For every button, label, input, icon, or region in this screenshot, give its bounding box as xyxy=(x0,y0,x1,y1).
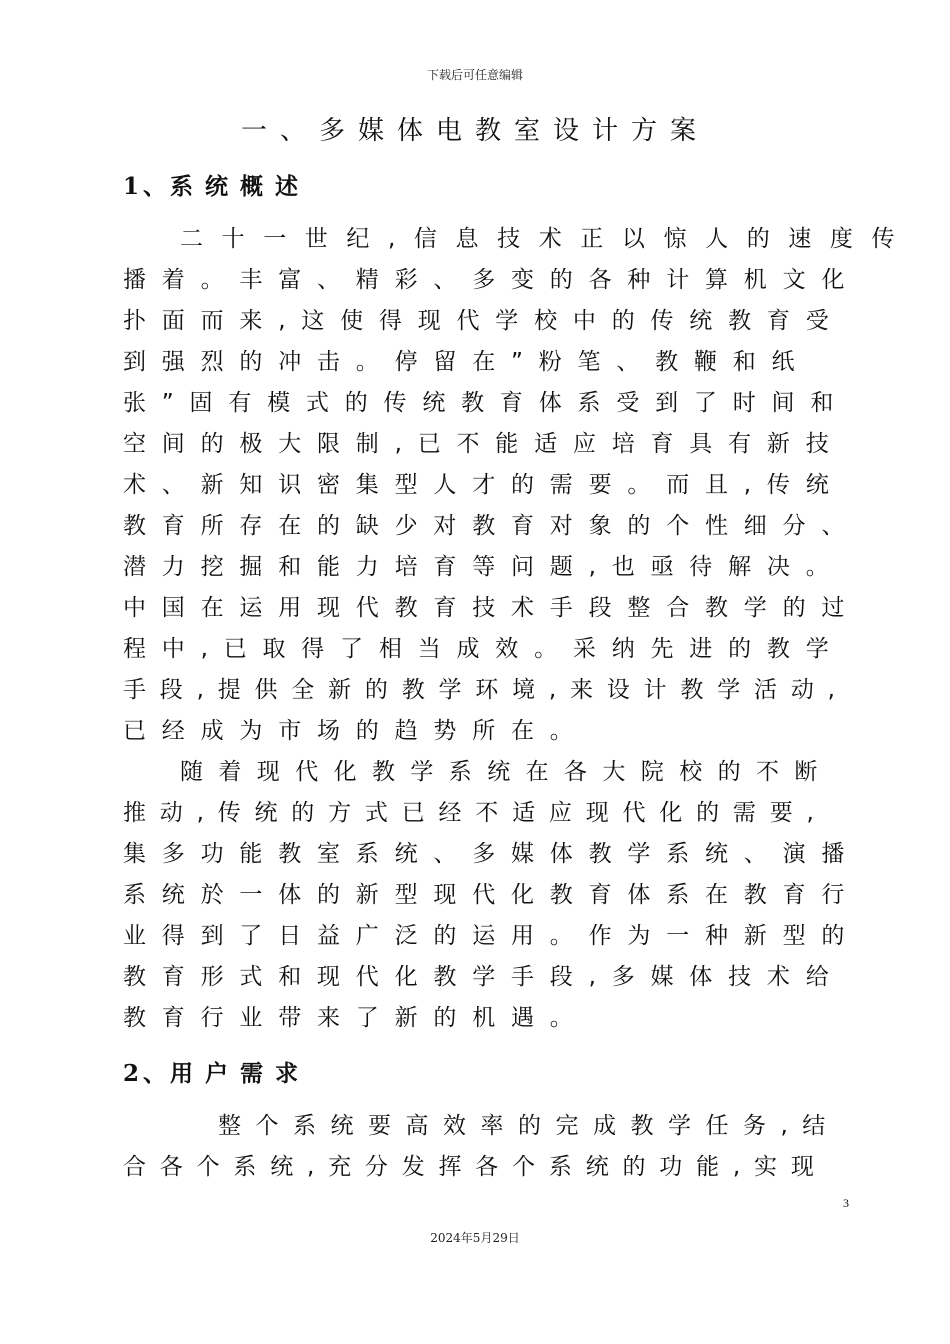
paragraph-line: 业得到了日益广泛的运用。作为一种新型的 xyxy=(123,923,861,949)
paragraph-line: 随着现代化教学系统在各大院校的不断 xyxy=(180,759,833,785)
section-number: 2、 xyxy=(123,1060,171,1087)
paragraph-line: 已经成为市场的趋势所在。 xyxy=(123,718,589,744)
paragraph-line: 教育形式和现代化教学手段,多媒体技术给 xyxy=(123,964,845,990)
paragraph-line: 术、新知识密集型人才的需要。而且,传统 xyxy=(123,472,845,498)
document-title: 一、多媒体电教室设计方案 xyxy=(240,116,709,146)
paragraph-line: 推动,传统的方式已经不适应现代化的需要, xyxy=(123,800,828,826)
paragraph-line: 潜力挖掘和能力培育等问题,也亟待解决。 xyxy=(123,554,845,580)
page-header: 下载后可任意编辑 xyxy=(426,68,523,82)
page-footer-date: 2024年5月29日 xyxy=(430,1231,520,1245)
section-heading-user-needs xyxy=(123,1055,310,1088)
paragraph-line: 教育所存在的缺少对教育对象的个性细分、 xyxy=(123,513,861,539)
paragraph-line: 播着。丰富、精彩、多变的各种计算机文化 xyxy=(123,267,861,293)
section-number: 1、 xyxy=(123,173,171,200)
page-number: 3 xyxy=(843,1196,849,1210)
paragraph-line: 张”固有模式的传统教育体系受到了时间和 xyxy=(123,390,850,416)
paragraph-line: 整个系统要高效率的完成教学任务,结 xyxy=(218,1113,840,1139)
paragraph-line: 到强烈的冲击。停留在”粉笔、教鞭和纸 xyxy=(123,349,811,375)
paragraph-line: 二十一世纪,信息技术正以惊人的速度传 xyxy=(180,226,914,252)
section-title: 系统概述 xyxy=(170,174,311,200)
paragraph-line: 合各个系统,充分发挥各个系统的功能,实现 xyxy=(123,1154,828,1180)
paragraph-line: 教育行业带来了新的机遇。 xyxy=(123,1005,589,1031)
paragraph-line: 扑面而来,这使得现代学校中的传统教育受 xyxy=(123,308,845,334)
paragraph-line: 程中,已取得了相当成效。采纳先进的教学 xyxy=(123,636,845,662)
paragraph-line: 手段,提供全新的教学环境,来设计教学活动, xyxy=(123,677,849,703)
paragraph-line: 系统於一体的新型现代化教育体系在教育行 xyxy=(123,882,861,908)
section-heading-overview xyxy=(123,168,310,201)
section-title: 用户需求 xyxy=(170,1061,311,1087)
paragraph-line: 集多功能教室系统、多媒体教学系统、演播 xyxy=(123,841,861,867)
paragraph-line: 空间的极大限制,已不能适应培育具有新技 xyxy=(123,431,845,457)
paragraph-line: 中国在运用现代教育技术手段整合教学的过 xyxy=(123,595,861,621)
